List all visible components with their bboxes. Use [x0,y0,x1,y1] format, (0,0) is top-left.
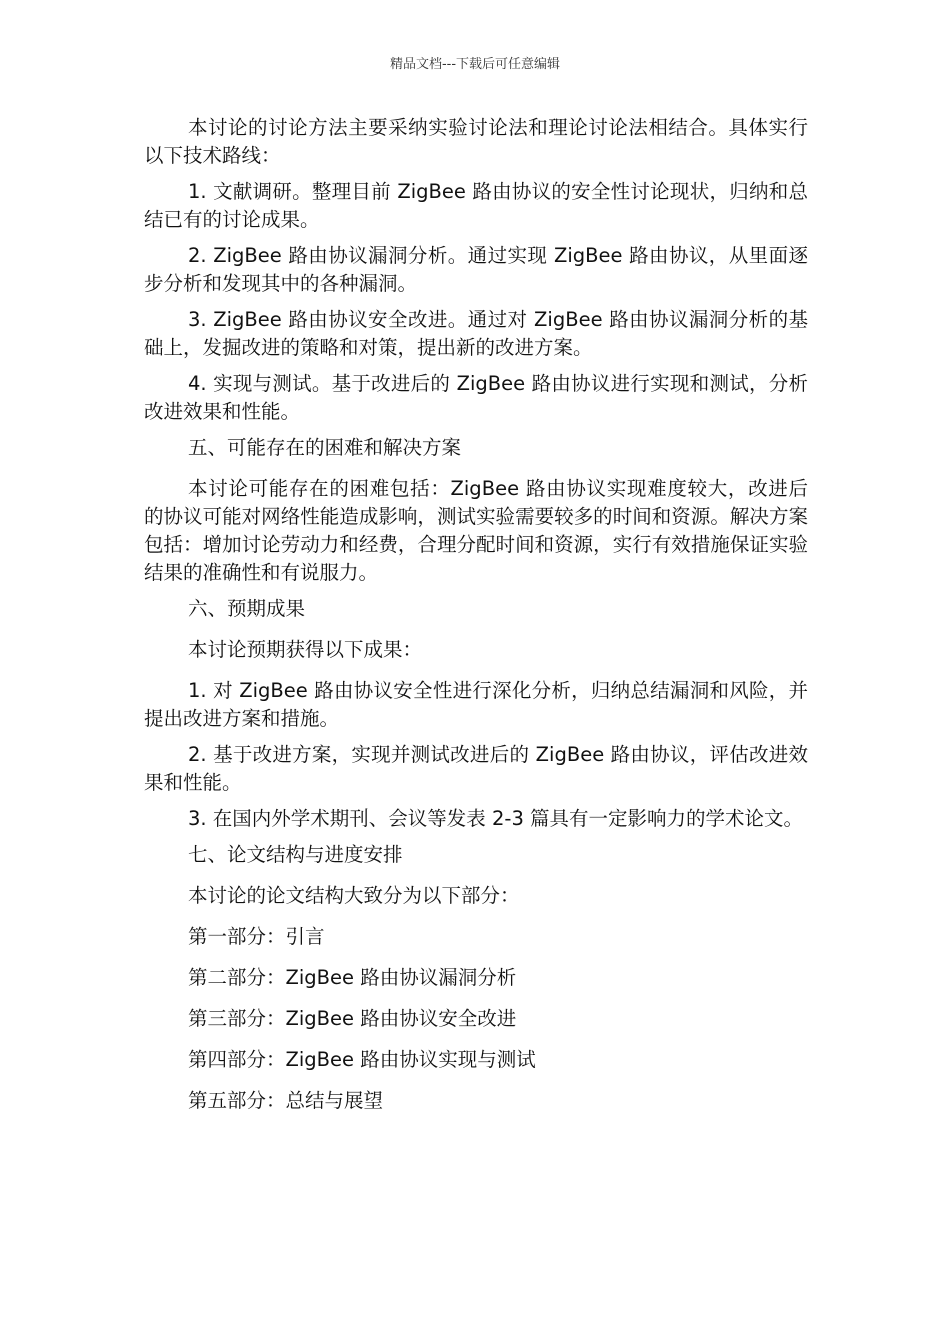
paragraph-step-4: 4. 实现与测试。基于改进后的 ZigBee 路由协议进行实现和测试，分析改进效果和性能。 [144,372,808,423]
structure-part-5: 第五部分：总结与展望 [188,1089,384,1112]
paragraph-method-intro: 本讨论的讨论方法主要采纳实验讨论法和理论讨论法相结合。具体实行以下技术路线： [144,116,808,167]
section-heading-difficulties: 五、可能存在的困难和解决方案 [188,436,462,459]
structure-part-2: 第二部分：ZigBee 路由协议漏洞分析 [188,966,517,989]
paragraph-difficulties: 本讨论可能存在的困难包括：ZigBee 路由协议实现难度较大，改进后的协议可能对网络性能造成影响，测试实验需要较多的时间和资源。解决方案包括：增加讨论劳动力和经费，合理分配时间和资源，实行有效措施保证实验结果的准确性和有说服力。 [144,477,808,584]
structure-part-3: 第三部分：ZigBee 路由协议安全改进 [188,1007,517,1030]
paragraph-result-3: 3. 在国内外学术期刊、会议等发表 2-3 篇具有一定影响力的学术论文。 [188,807,804,830]
paragraph-expected-intro: 本讨论预期获得以下成果： [188,638,423,661]
document-body [144,114,808,1128]
paragraph-result-1: 1. 对 ZigBee 路由协议安全性进行深化分析，归纳总结漏洞和风险，并提出改进方案和措施。 [144,679,808,730]
section-heading-structure: 七、论文结构与进度安排 [188,843,403,866]
page-header: 精品文档---下载后可任意编辑 [389,57,561,72]
structure-part-1: 第一部分：引言 [188,925,325,948]
paragraph-step-1: 1. 文献调研。整理目前 ZigBee 路由协议的安全性讨论现状，归纳和总结已有的讨论成果。 [144,180,808,231]
structure-part-4: 第四部分：ZigBee 路由协议实现与测试 [188,1048,536,1071]
paragraph-result-2: 2. 基于改进方案，实现并测试改进后的 ZigBee 路由协议，评估改进效果和性能。 [144,743,808,794]
paragraph-structure-intro: 本讨论的论文结构大致分为以下部分： [188,884,520,907]
paragraph-step-3: 3. ZigBee 路由协议安全改进。通过对 ZigBee 路由协议漏洞分析的基础上，发掘改进的策略和对策，提出新的改进方案。 [144,308,808,359]
section-heading-expected-results: 六、预期成果 [188,597,306,620]
paragraph-step-2: 2. ZigBee 路由协议漏洞分析。通过实现 ZigBee 路由协议，从里面逐步分析和发现其中的各种漏洞。 [144,244,808,295]
